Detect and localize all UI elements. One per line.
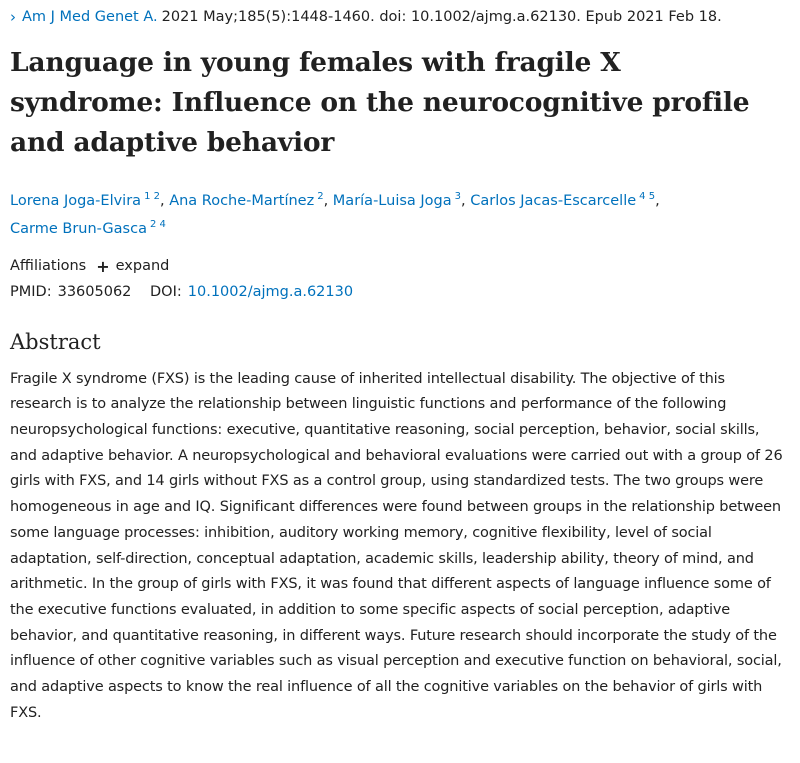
- abstract-text: Fragile X syndrome (FXS) is the leading cause of inherited intellectual disability. The objective of this research is to analyze the relationship between linguistic functions and performance of the following neuropsychological functions: executive, quantitative reasoning, social perception, behavior, social skills, and adaptive behavior. A neuropsychological and behavioral evaluations were carried out with a group of 26 girls with FXS, and 14 girls without FXS as a control group, using standardized tests. The two groups were homogeneous in age and IQ. Significant differences were found between groups in the relationship between some language processes: inhibition, auditory working memory, cognitive flexibility, level of social adaptation, self-direction, conceptual adaptation, academic skills, leadership ability, theory of mind, and arithmetic. In the group of girls with FXS, it was found that different aspects of language influence some of the executive functions evaluated, in addition to some specific aspects of social perception, adaptive behavior, and quantitative reasoning, in different ways. Future research should incorporate the study of the influence of other cognitive variables such as visual perception and executive function on behavioral, social, and adaptive aspects to know the real influence of all the cognitive variables on the behavior of girls with FXS.: [10, 370, 783, 721]
- article-page: [0, 8, 783, 727]
- affiliations-toggle[interactable]: [10, 257, 780, 276]
- pmid-value: 33605062: [57, 283, 132, 300]
- affiliations-label: Affiliations: [10, 258, 87, 275]
- author-affiliation-refs[interactable]: 4 5: [639, 191, 656, 202]
- authors-list: Lorena Joga-Elvira $^{1 2}$, Ana Roche-Martínez $^2$, María-Luisa Joga $^3$, Carlos Jacas-Escarcelle $^{4 5}$, Carme Brun-Gasca $^{2 4}$: [10, 191, 660, 237]
- journal-link[interactable]: Am J Med Genet A.: [22, 9, 158, 25]
- citation-line: [10, 8, 780, 26]
- article-title: Language in young females with fragile X syndrome: Influence on the neurocognitive profile and adaptive behavior: [10, 47, 750, 158]
- author-affiliation-refs[interactable]: 1 2: [144, 191, 160, 202]
- author-link[interactable]: María-Luisa Joga: [332, 192, 452, 209]
- expand-label[interactable]: expand: [115, 258, 170, 275]
- article-identifiers: [10, 284, 780, 300]
- doi-link[interactable]: 10.1002/ajmg.a.62130: [187, 283, 354, 300]
- author-affiliation-refs[interactable]: 2: [317, 191, 324, 202]
- author-affiliation-refs[interactable]: 3: [454, 191, 462, 202]
- chevron-right-icon[interactable]: ›: [10, 8, 16, 26]
- citation-details: 2021 May;185(5):1448-1460. doi: 10.1002/ajmg.a.62130. Epub 2021 Feb 18.: [161, 9, 722, 25]
- abstract-heading: Abstract: [10, 329, 101, 354]
- pmid-label: PMID:: [10, 283, 52, 300]
- plus-icon[interactable]: +: [96, 256, 110, 276]
- author-link[interactable]: Ana Roche-Martínez: [169, 192, 315, 209]
- author-affiliation-refs[interactable]: 2 4: [149, 218, 166, 230]
- doi-label: DOI:: [150, 283, 182, 300]
- author-link[interactable]: Carme Brun-Gasca: [10, 220, 147, 237]
- author-link[interactable]: Lorena Joga-Elvira: [10, 192, 142, 209]
- author-link[interactable]: Carlos Jacas-Escarcelle: [470, 192, 637, 209]
